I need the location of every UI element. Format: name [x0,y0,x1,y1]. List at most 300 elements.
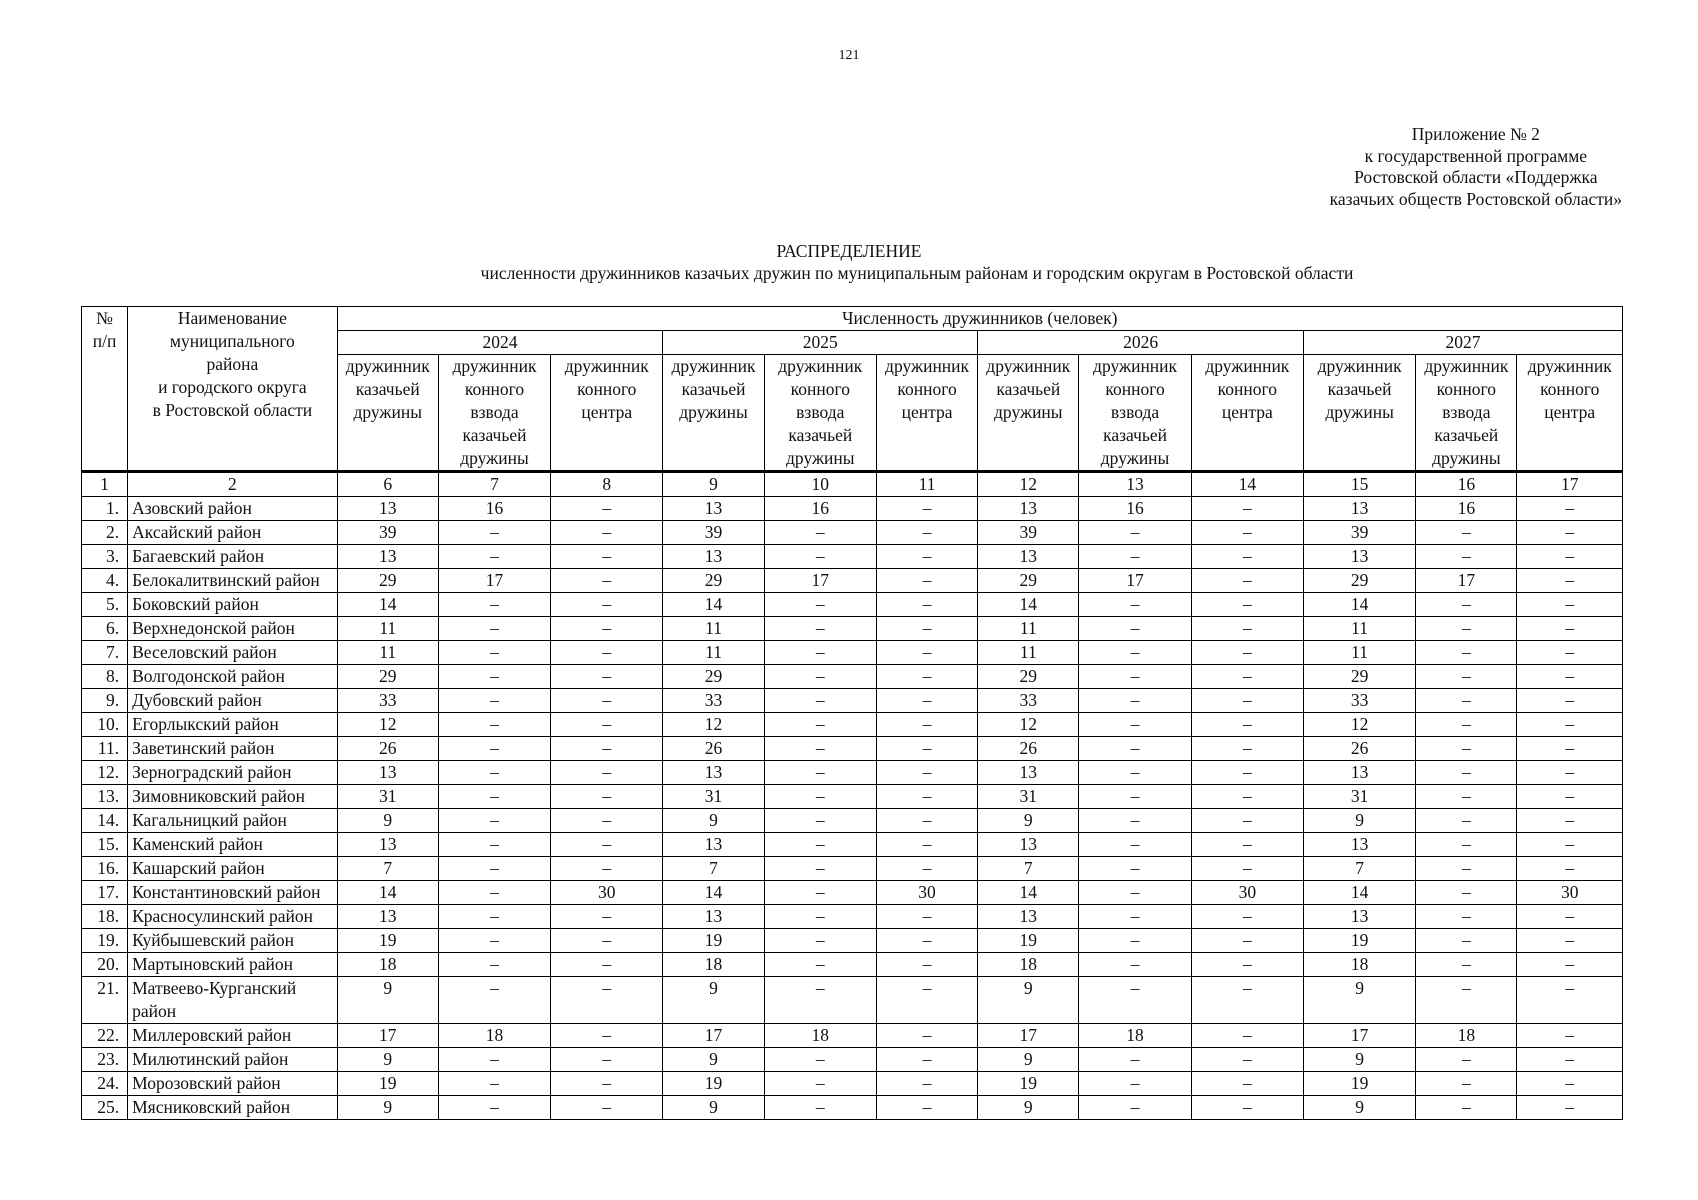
value-cell: 18 [337,953,438,977]
value-cell: 9 [978,809,1079,833]
value-cell: – [1416,641,1517,665]
value-cell: 14 [337,593,438,617]
value-cell: 26 [337,737,438,761]
value-cell: 16 [1416,497,1517,521]
header-cell-subheader: дружинник конного взвода казачьей дружины [764,355,876,472]
value-cell: – [1191,953,1303,977]
value-cell: – [764,689,876,713]
header-cell-subheader: дружинник конного взвода казачьей дружины [1416,355,1517,472]
value-cell: – [551,857,663,881]
row-number-cell: 16. [82,857,128,881]
value-cell: – [764,737,876,761]
value-cell: – [1416,809,1517,833]
value-cell: 13 [663,761,764,785]
row-number-cell: 19. [82,929,128,953]
value-cell: 30 [1517,881,1623,905]
value-cell: 26 [1303,737,1415,761]
index-cell: 13 [1079,472,1191,497]
value-cell: – [1416,857,1517,881]
value-cell: 13 [1303,905,1415,929]
row-number-cell: 3. [82,545,128,569]
value-cell: 17 [438,569,550,593]
row-number-cell: 22. [82,1024,128,1048]
value-cell: – [438,833,550,857]
value-cell: 19 [337,1072,438,1096]
value-cell: – [876,545,977,569]
table-row [82,713,1623,737]
value-cell: 17 [1416,569,1517,593]
value-cell: – [1416,881,1517,905]
value-cell: – [764,809,876,833]
district-name-cell: Кагальницкий район [128,809,338,833]
value-cell: – [1517,977,1623,1024]
table-row [82,761,1623,785]
value-cell: 11 [663,641,764,665]
value-cell: – [551,905,663,929]
header-cell-group: Численность дружинников (человек) [337,307,1622,331]
table-row [82,785,1623,809]
value-cell: – [1416,785,1517,809]
value-cell: – [1191,929,1303,953]
value-cell: 17 [1079,569,1191,593]
row-number-cell: 9. [82,689,128,713]
value-cell: 13 [337,833,438,857]
value-cell: 30 [1191,881,1303,905]
value-cell: 17 [764,569,876,593]
value-cell: – [1517,761,1623,785]
value-cell: – [764,977,876,1024]
table-row [82,857,1623,881]
value-cell: – [1079,929,1191,953]
value-cell: – [1079,905,1191,929]
district-name-cell: Морозовский район [128,1072,338,1096]
value-cell: 17 [978,1024,1079,1048]
value-cell: 18 [1303,953,1415,977]
value-cell: – [876,809,977,833]
value-cell: – [1191,761,1303,785]
value-cell: – [1517,737,1623,761]
value-cell: 14 [337,881,438,905]
district-name-cell: Белокалитвинский район [128,569,338,593]
value-cell: – [1517,593,1623,617]
value-cell: – [1517,905,1623,929]
table-header [82,307,1623,472]
table-row [82,977,1623,1024]
value-cell: – [1191,833,1303,857]
value-cell: 18 [1079,1024,1191,1048]
district-name-cell: Верхнедонской район [128,617,338,641]
value-cell: – [438,593,550,617]
value-cell: – [438,905,550,929]
value-cell: – [551,1024,663,1048]
value-cell: 14 [663,593,764,617]
value-cell: 13 [337,761,438,785]
value-cell: – [876,737,977,761]
table-row [82,809,1623,833]
value-cell: 14 [1303,593,1415,617]
district-name-cell: Куйбышевский район [128,929,338,953]
value-cell: – [1079,857,1191,881]
district-name-cell: Мясниковский район [128,1096,338,1120]
value-cell: – [438,881,550,905]
district-name-cell: Красносулинский район [128,905,338,929]
value-cell: – [764,1048,876,1072]
value-cell: – [1416,905,1517,929]
value-cell: – [1191,785,1303,809]
row-number-cell: 15. [82,833,128,857]
value-cell: – [1517,1072,1623,1096]
index-cell: 2 [128,472,338,497]
value-cell: – [438,545,550,569]
table-row [82,497,1623,521]
table-row [82,833,1623,857]
value-cell: – [551,1096,663,1120]
value-cell: – [551,1072,663,1096]
index-cell: 10 [764,472,876,497]
value-cell: – [876,953,977,977]
value-cell: 29 [978,569,1079,593]
value-cell: 13 [337,545,438,569]
value-cell: – [551,809,663,833]
header-cell-subheader: дружинник конного взвода казачьей дружины [438,355,550,472]
row-number-cell: 1. [82,497,128,521]
district-name-cell: Багаевский район [128,545,338,569]
table-row [82,545,1623,569]
header-cell-subheader: дружинник конного центра [1191,355,1303,472]
value-cell: – [1079,881,1191,905]
value-cell: – [438,929,550,953]
value-cell: 19 [1303,929,1415,953]
value-cell: – [1079,953,1191,977]
index-cell: 16 [1416,472,1517,497]
value-cell: – [876,785,977,809]
value-cell: – [1079,713,1191,737]
district-name-cell: Константиновский район [128,881,338,905]
district-name-cell: Аксайский район [128,521,338,545]
value-cell: – [1416,953,1517,977]
value-cell: 13 [337,905,438,929]
value-cell: 11 [978,617,1079,641]
value-cell: – [1079,665,1191,689]
value-cell: – [876,521,977,545]
value-cell: – [1416,1072,1517,1096]
value-cell: – [876,641,977,665]
value-cell: 9 [337,809,438,833]
row-number-cell: 21. [82,977,128,1024]
value-cell: – [876,1072,977,1096]
value-cell: 9 [663,809,764,833]
value-cell: – [1191,617,1303,641]
district-name-cell: Милютинский район [128,1048,338,1072]
table-row [82,593,1623,617]
value-cell: – [438,761,550,785]
value-cell: – [1416,929,1517,953]
value-cell: 9 [663,1048,764,1072]
value-cell: – [551,977,663,1024]
value-cell: 33 [1303,689,1415,713]
value-cell: 9 [1303,977,1415,1024]
value-cell: – [1191,1072,1303,1096]
value-cell: 7 [663,857,764,881]
row-number-cell: 24. [82,1072,128,1096]
value-cell: – [551,713,663,737]
value-cell: – [1191,809,1303,833]
value-cell: – [1416,1048,1517,1072]
value-cell: 30 [876,881,977,905]
header-cell-subheader: дружинник казачьей дружины [663,355,764,472]
value-cell: – [764,833,876,857]
value-cell: – [551,521,663,545]
value-cell: 7 [337,857,438,881]
table-row [82,617,1623,641]
value-cell: – [551,833,663,857]
value-cell: 30 [551,881,663,905]
value-cell: 13 [1303,761,1415,785]
distribution-table [81,306,1623,1120]
value-cell: – [764,665,876,689]
value-cell: 14 [978,881,1079,905]
value-cell: 11 [337,617,438,641]
value-cell: 14 [1303,881,1415,905]
value-cell: – [876,665,977,689]
value-cell: – [1079,977,1191,1024]
row-number-cell: 5. [82,593,128,617]
value-cell: – [1416,1096,1517,1120]
value-cell: – [764,641,876,665]
value-cell: – [876,761,977,785]
value-cell: 13 [663,497,764,521]
district-name-cell: Кашарский район [128,857,338,881]
value-cell: 17 [663,1024,764,1048]
row-number-cell: 7. [82,641,128,665]
value-cell: 13 [978,545,1079,569]
value-cell: – [1416,521,1517,545]
header-cell-year: 2027 [1303,331,1622,355]
value-cell: – [1416,977,1517,1024]
value-cell: – [876,713,977,737]
value-cell: – [764,1072,876,1096]
value-cell: – [1517,545,1623,569]
row-number-cell: 11. [82,737,128,761]
table-row [82,689,1623,713]
table-row [82,521,1623,545]
value-cell: 12 [337,713,438,737]
value-cell: 9 [663,977,764,1024]
value-cell: – [1416,665,1517,689]
value-cell: – [876,929,977,953]
value-cell: – [1416,713,1517,737]
value-cell: 29 [663,665,764,689]
value-cell: 29 [1303,665,1415,689]
value-cell: – [551,665,663,689]
value-cell: – [1191,1048,1303,1072]
header-row [82,307,1623,331]
header-cell-year: 2026 [978,331,1304,355]
annex-line: к государственной программе [1364,145,1588,166]
row-number-cell: 10. [82,713,128,737]
value-cell: – [551,569,663,593]
annex-line: казачьих обществ Ростовской области» [1329,188,1622,209]
value-cell: 11 [1303,617,1415,641]
value-cell: 33 [337,689,438,713]
value-cell: 13 [1303,833,1415,857]
value-cell: – [1517,833,1623,857]
row-number-cell: 12. [82,761,128,785]
district-name-cell: Матвеево-Курганский район [128,977,338,1024]
value-cell: – [1416,617,1517,641]
value-cell: – [1191,737,1303,761]
value-cell: – [1191,857,1303,881]
district-name-cell: Миллеровский район [128,1024,338,1048]
value-cell: 29 [337,665,438,689]
table-row [82,881,1623,905]
value-cell: – [551,929,663,953]
district-name-cell: Зерноградский район [128,761,338,785]
value-cell: 11 [1303,641,1415,665]
value-cell: – [1517,521,1623,545]
table-row [82,569,1623,593]
value-cell: 19 [663,1072,764,1096]
value-cell: – [1191,1024,1303,1048]
document-title: РАСПРЕДЕЛЕНИЕ [776,241,922,261]
value-cell: – [1079,1096,1191,1120]
value-cell: 19 [1303,1072,1415,1096]
value-cell: – [876,977,977,1024]
value-cell: 33 [978,689,1079,713]
value-cell: – [1416,761,1517,785]
value-cell: 39 [337,521,438,545]
district-name-cell: Мартыновский район [128,953,338,977]
value-cell: 19 [337,929,438,953]
district-name-cell: Веселовский район [128,641,338,665]
header-cell-year: 2025 [663,331,978,355]
district-name-cell: Боковский район [128,593,338,617]
value-cell: – [438,1048,550,1072]
value-cell: – [551,689,663,713]
value-cell: 13 [663,905,764,929]
value-cell: – [438,857,550,881]
annex-line: Приложение № 2 [1411,124,1540,144]
value-cell: 13 [663,833,764,857]
value-cell: – [1517,809,1623,833]
value-cell: 29 [978,665,1079,689]
value-cell: – [1079,641,1191,665]
value-cell: – [1517,497,1623,521]
value-cell: 7 [978,857,1079,881]
value-cell: 29 [1303,569,1415,593]
value-cell: – [438,1072,550,1096]
value-cell: 12 [978,713,1079,737]
value-cell: 14 [663,881,764,905]
value-cell: – [1517,785,1623,809]
value-cell: – [876,1024,977,1048]
value-cell: 31 [978,785,1079,809]
value-cell: – [438,665,550,689]
value-cell: – [551,953,663,977]
table-body [82,472,1623,1120]
value-cell: 9 [1303,1096,1415,1120]
value-cell: – [764,521,876,545]
value-cell: 9 [978,1096,1079,1120]
value-cell: – [876,1048,977,1072]
value-cell: 9 [978,977,1079,1024]
district-name-cell: Дубовский район [128,689,338,713]
value-cell: – [764,617,876,641]
value-cell: – [764,953,876,977]
value-cell: – [438,977,550,1024]
value-cell: 29 [663,569,764,593]
index-row [82,472,1623,497]
value-cell: – [1517,569,1623,593]
value-cell: – [764,905,876,929]
header-cell-name: Наименование муниципального района и городского округа в Ростовской области [128,307,338,472]
value-cell: – [438,737,550,761]
index-cell: 17 [1517,472,1623,497]
table-row [82,1048,1623,1072]
value-cell: – [1079,737,1191,761]
row-number-cell: 20. [82,953,128,977]
value-cell: – [1191,977,1303,1024]
table-row [82,905,1623,929]
row-number-cell: 14. [82,809,128,833]
value-cell: – [1191,497,1303,521]
value-cell: – [1517,689,1623,713]
value-cell: – [1079,617,1191,641]
value-cell: – [876,593,977,617]
value-cell: 33 [663,689,764,713]
value-cell: – [1416,593,1517,617]
value-cell: 13 [663,545,764,569]
value-cell: – [1079,689,1191,713]
district-name-cell: Волгодонской район [128,665,338,689]
value-cell: – [1517,929,1623,953]
annex-line: Ростовской области «Поддержка [1354,167,1598,187]
value-cell: 11 [663,617,764,641]
row-number-cell: 18. [82,905,128,929]
value-cell: 13 [978,905,1079,929]
value-cell: – [1191,521,1303,545]
value-cell: 16 [764,497,876,521]
value-cell: – [438,809,550,833]
header-cell-subheader: дружинник казачьей дружины [978,355,1079,472]
value-cell: – [1079,545,1191,569]
value-cell: – [1517,1024,1623,1048]
value-cell: 13 [978,833,1079,857]
value-cell: – [1191,641,1303,665]
table-row [82,665,1623,689]
value-cell: 14 [978,593,1079,617]
value-cell: – [876,689,977,713]
row-number-cell: 4. [82,569,128,593]
value-cell: 13 [978,497,1079,521]
value-cell: – [551,593,663,617]
value-cell: – [764,857,876,881]
value-cell: – [876,1096,977,1120]
value-cell: 7 [1303,857,1415,881]
value-cell: – [438,641,550,665]
value-cell: 39 [1303,521,1415,545]
header-cell-subheader: дружинник конного центра [876,355,977,472]
value-cell: – [1517,665,1623,689]
value-cell: 13 [1303,545,1415,569]
value-cell: – [1517,1096,1623,1120]
value-cell: – [764,713,876,737]
value-cell: 16 [438,497,550,521]
value-cell: – [764,881,876,905]
value-cell: – [1079,785,1191,809]
value-cell: 9 [337,977,438,1024]
value-cell: – [764,785,876,809]
